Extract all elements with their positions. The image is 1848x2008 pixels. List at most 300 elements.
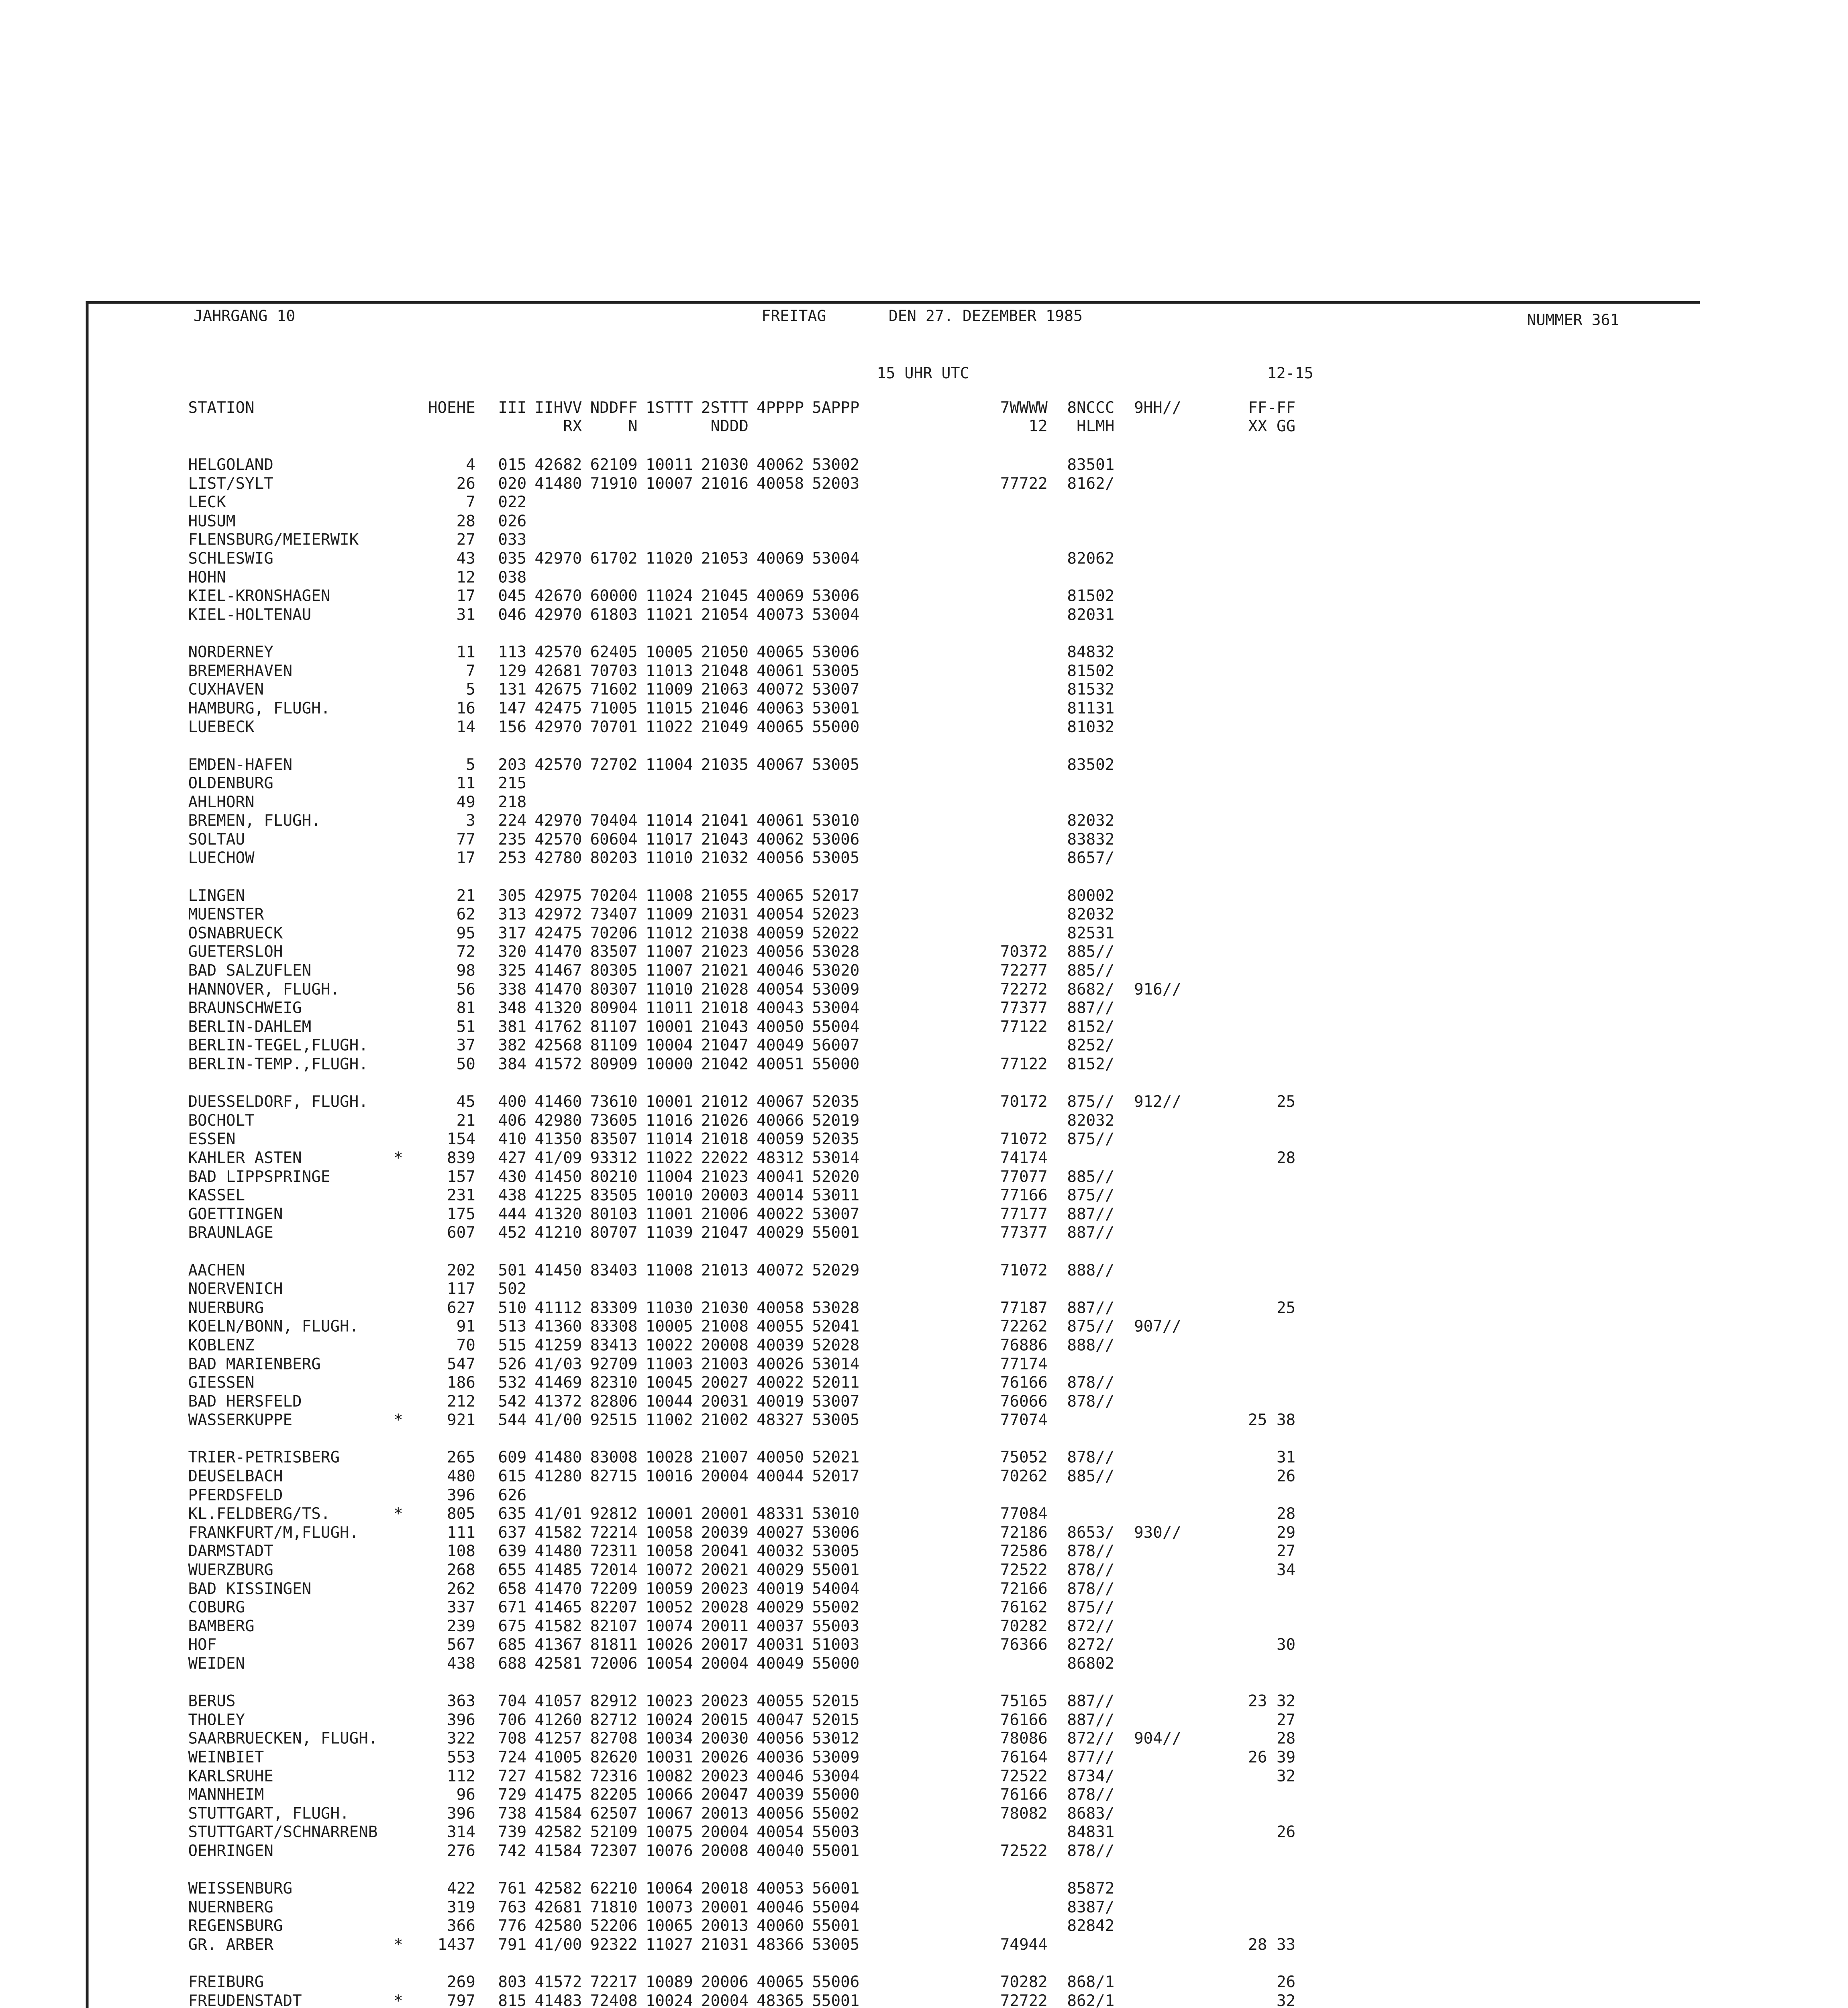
station-name: SAARBRUECKEN, FLUGH. — [188, 1729, 378, 1748]
station-name: KARLSRUHE — [188, 1767, 273, 1785]
cell: 878// — [1067, 1579, 1115, 1598]
cell: 10065 — [645, 1916, 693, 1935]
cell: 10005 — [645, 1317, 693, 1336]
cell: 907// — [1134, 1317, 1181, 1336]
cell: 55000 — [812, 1654, 860, 1673]
cell — [749, 793, 804, 812]
cell: 658 — [498, 1579, 527, 1598]
cell: 21 — [456, 1111, 475, 1130]
table-row — [188, 1598, 1295, 1617]
table-row — [188, 905, 1295, 924]
column-header-5: N — [628, 417, 638, 435]
cell: 53001 — [812, 699, 860, 718]
cell: 53005 — [812, 661, 860, 680]
cell: 40049 — [757, 1036, 804, 1055]
cell: 52206 — [590, 1916, 638, 1935]
cell: 78082 — [1000, 1804, 1048, 1823]
cell: 40054 — [757, 1823, 804, 1841]
cell: 55002 — [812, 1598, 860, 1617]
column-header-row-1 — [188, 399, 1295, 418]
cell: 73407 — [590, 905, 638, 924]
cell — [1114, 1692, 1181, 1711]
cell: 42682 — [534, 455, 582, 474]
cell: 96 — [456, 1786, 475, 1804]
cell: 885// — [1067, 1467, 1115, 1486]
cell: 92322 — [590, 1935, 638, 1954]
table-row — [188, 1579, 1295, 1598]
cell: 83008 — [590, 1448, 638, 1467]
cell — [582, 493, 637, 512]
cell: 70 — [456, 1336, 475, 1355]
cell: 40046 — [757, 1898, 804, 1916]
cell: 50 — [456, 1055, 475, 1073]
cell: 70282 — [1000, 1617, 1048, 1635]
column-header-4: RX — [563, 417, 582, 435]
station-name: BAD MARIENBERG — [188, 1355, 321, 1373]
cell: 72522 — [1000, 1767, 1048, 1785]
cell — [804, 1280, 859, 1299]
station-name: LINGEN — [188, 886, 245, 905]
table-row — [188, 1037, 1295, 1055]
cell: 41582 — [534, 1523, 582, 1542]
cell: 82806 — [590, 1392, 638, 1411]
cell: 10074 — [645, 1617, 693, 1635]
table-row — [188, 1917, 1295, 1936]
cell: 42582 — [534, 1879, 582, 1898]
cell: 11021 — [645, 605, 693, 624]
cell: 887// — [1067, 1205, 1115, 1223]
cell: 885// — [1067, 961, 1115, 980]
cell: 42475 — [534, 924, 582, 942]
cell: 40032 — [757, 1542, 804, 1561]
cell: 815 — [498, 1992, 527, 2008]
cell: 875// — [1067, 1317, 1115, 1336]
station-name: NORDERNEY — [188, 643, 273, 661]
cell: 42780 — [534, 849, 582, 867]
cell — [1114, 1598, 1181, 1617]
cell: 40065 — [757, 886, 804, 905]
cell: 10058 — [645, 1542, 693, 1561]
station-name: SOLTAU — [188, 830, 245, 849]
cell: 55001 — [812, 1561, 860, 1579]
cell: 71005 — [590, 699, 638, 718]
cell: 10005 — [645, 643, 693, 661]
cell — [1181, 755, 1295, 774]
cell: 86802 — [1067, 1654, 1115, 1673]
cell: 53028 — [812, 943, 860, 961]
cell: 20023 — [701, 1579, 749, 1598]
cell: 8653/ — [1067, 1523, 1115, 1542]
column-header-10: 12 — [1028, 417, 1048, 435]
cell: 53005 — [812, 755, 860, 774]
cell: 11002 — [645, 1411, 693, 1429]
cell: 53028 — [812, 1298, 860, 1317]
cell — [1181, 1655, 1295, 1673]
station-name: MUENSTER — [188, 905, 264, 924]
cell — [638, 793, 693, 812]
cell: 21030 — [701, 1298, 749, 1317]
cell: 41057 — [534, 1692, 582, 1710]
cell: 878// — [1067, 1561, 1115, 1579]
cell — [859, 718, 1047, 737]
table-row — [188, 943, 1295, 962]
cell — [859, 606, 1047, 624]
cell: 10011 — [645, 455, 693, 474]
station-name: BOCHOLT — [188, 1111, 255, 1130]
cell: 022 — [498, 493, 527, 512]
cell: 55001 — [812, 1224, 860, 1242]
cell: 40060 — [757, 1916, 804, 1935]
table-row — [188, 1505, 1295, 1524]
cell: 276 — [447, 1842, 475, 1860]
cell — [1114, 1373, 1181, 1392]
cell: 80307 — [590, 980, 638, 998]
cell: 53009 — [812, 980, 860, 998]
cell: 41467 — [534, 961, 582, 980]
cell — [1114, 1280, 1181, 1299]
cell: 10059 — [645, 1579, 693, 1598]
cell: 72262 — [1000, 1317, 1048, 1336]
cell: 42581 — [534, 1654, 582, 1673]
station-name: BRAUNLAGE — [188, 1224, 273, 1242]
cell — [1181, 568, 1295, 587]
cell — [693, 568, 749, 587]
cell: 10007 — [645, 474, 693, 493]
cell — [1181, 1917, 1295, 1936]
cell: 95 — [456, 924, 475, 942]
cell: 862/1 — [1067, 1992, 1115, 2008]
cell: 62405 — [590, 643, 638, 661]
cell: 035 — [498, 549, 527, 568]
cell: 55002 — [812, 1804, 860, 1823]
cell: 553 — [447, 1748, 475, 1767]
cell: 655 — [498, 1561, 527, 1579]
cell — [582, 531, 637, 549]
cell — [1048, 568, 1115, 587]
cell: 41350 — [534, 1130, 582, 1149]
cell: 11015 — [645, 699, 693, 718]
cell — [804, 1486, 859, 1505]
station-name: LIST/SYLT — [188, 474, 273, 493]
cell: 80707 — [590, 1224, 638, 1242]
cell: 7 — [466, 493, 475, 512]
cell: 55000 — [812, 718, 860, 736]
cell: 30 — [1276, 1636, 1296, 1654]
cell — [1181, 980, 1295, 999]
table-row — [188, 643, 1295, 662]
cell: 37 — [456, 1036, 475, 1055]
cell — [582, 774, 637, 793]
cell — [859, 793, 1047, 812]
cell — [1114, 1748, 1181, 1767]
cell: 1437 — [437, 1935, 475, 1954]
cell: 31 — [456, 605, 475, 624]
cell: 78086 — [1000, 1729, 1048, 1748]
cell: 20031 — [701, 1392, 749, 1411]
cell: 75165 — [1000, 1692, 1048, 1710]
cell: 930// — [1134, 1523, 1181, 1542]
cell: 10023 — [645, 1692, 693, 1710]
cell: 40029 — [757, 1598, 804, 1617]
column-header-7: NDDD — [710, 417, 749, 435]
cell: 8252/ — [1067, 1036, 1115, 1055]
cell: 60604 — [590, 830, 638, 849]
cell: 55001 — [812, 1916, 860, 1935]
cell: 52011 — [812, 1373, 860, 1392]
cell — [804, 531, 859, 549]
cell — [1181, 1373, 1295, 1392]
cell: 72006 — [590, 1654, 638, 1673]
cell — [1114, 1392, 1181, 1411]
cell: 8657/ — [1067, 849, 1115, 867]
station-name: HAMBURG, FLUGH. — [188, 699, 330, 718]
table-row — [188, 793, 1295, 812]
cell: 40056 — [757, 849, 804, 867]
cell: 11009 — [645, 680, 693, 699]
cell: 317 — [498, 924, 527, 942]
table-row — [188, 1936, 1295, 1955]
cell — [1114, 1561, 1181, 1580]
station-name: TRIER-PETRISBERG — [188, 1448, 340, 1467]
station-name: GUETERSLOH — [188, 943, 283, 961]
cell: 40046 — [757, 961, 804, 980]
cell — [1114, 512, 1181, 531]
cell: 77722 — [1000, 474, 1048, 493]
cell: 21018 — [701, 1130, 749, 1149]
cell: 015 — [498, 455, 527, 474]
cell: 40050 — [757, 1448, 804, 1467]
cell: 40053 — [757, 1879, 804, 1898]
cell — [582, 568, 637, 587]
cell: 72272 — [1000, 980, 1048, 998]
cell: 313 — [498, 905, 527, 924]
cell — [1181, 662, 1295, 681]
cell: 10026 — [645, 1636, 693, 1654]
station-name: GR. ARBER — [188, 1935, 273, 1954]
cell: 42580 — [534, 1916, 582, 1935]
cell: 40056 — [757, 1804, 804, 1823]
cell — [638, 531, 693, 549]
cell: 41469 — [534, 1373, 582, 1392]
cell: 48327 — [757, 1411, 804, 1429]
cell: 25 — [1276, 1092, 1296, 1111]
cell: 52035 — [812, 1130, 860, 1149]
cell — [526, 793, 582, 812]
cell — [1114, 812, 1181, 831]
cell — [638, 568, 693, 587]
cell: 888// — [1067, 1261, 1115, 1279]
cell: 82032 — [1067, 812, 1115, 830]
mountain-station-marker: * — [394, 1504, 403, 1523]
cell: 42970 — [534, 549, 582, 568]
cell: 74944 — [1000, 1935, 1048, 1954]
cell: 26 — [1276, 1973, 1296, 1991]
cell: 72014 — [590, 1561, 638, 1579]
cell: 72522 — [1000, 1561, 1048, 1579]
cell — [1114, 1149, 1181, 1168]
cell: 71072 — [1000, 1261, 1048, 1279]
cell — [1114, 905, 1181, 924]
cell — [1181, 643, 1295, 662]
cell: 53007 — [812, 680, 860, 699]
cell: 627 — [447, 1298, 475, 1317]
cell: 82032 — [1067, 905, 1115, 924]
cell: 305 — [498, 886, 527, 905]
cell: 40040 — [757, 1842, 804, 1860]
station-name: SCHLESWIG — [188, 549, 273, 568]
cell — [1114, 887, 1181, 906]
cell: 62507 — [590, 1804, 638, 1823]
cell: 510 — [498, 1298, 527, 1317]
cell: 11 — [456, 774, 475, 792]
station-name: KOBLENZ — [188, 1336, 255, 1355]
cell: 40022 — [757, 1205, 804, 1223]
cell: 10066 — [645, 1786, 693, 1804]
cell — [1114, 1879, 1181, 1898]
cell: 704 — [498, 1692, 527, 1710]
cell: 11008 — [645, 1261, 693, 1279]
cell: 83403 — [590, 1261, 638, 1279]
cell — [526, 531, 582, 549]
cell: 28 — [456, 512, 475, 530]
table-row — [188, 549, 1295, 568]
table-spacer — [188, 737, 1295, 755]
cell — [526, 774, 582, 793]
column-header-13: XX GG — [1248, 417, 1296, 435]
cell: 916// — [1134, 980, 1181, 998]
cell — [1181, 699, 1295, 718]
cell: 80203 — [590, 849, 638, 867]
cell: 3 — [466, 812, 475, 830]
cell: 797 — [447, 1992, 475, 2008]
cell: 41372 — [534, 1392, 582, 1411]
cell: 26 — [456, 474, 475, 493]
cell: 72722 — [1000, 1992, 1048, 2008]
cell — [804, 793, 859, 812]
cell — [1114, 1486, 1181, 1505]
cell — [693, 493, 749, 512]
cell: 40019 — [757, 1579, 804, 1598]
cell: 637 — [498, 1523, 527, 1542]
station-name: KAHLER ASTEN — [188, 1149, 302, 1167]
cell: 20004 — [701, 1467, 749, 1486]
cell — [1114, 1037, 1181, 1055]
cell: 74174 — [1000, 1149, 1048, 1167]
column-header-2: HOEHE — [428, 398, 475, 417]
cell: 348 — [498, 999, 527, 1017]
cell: 62210 — [590, 1879, 638, 1898]
cell: 53007 — [812, 1205, 860, 1223]
cell: 11004 — [645, 755, 693, 774]
cell: 21018 — [701, 999, 749, 1017]
cell: 40043 — [757, 999, 804, 1017]
cell: 21050 — [701, 643, 749, 661]
column-header-1: STATION — [188, 398, 255, 417]
cell — [1181, 774, 1295, 793]
cell: 82531 — [1067, 924, 1115, 942]
cell: 10001 — [645, 1092, 693, 1111]
cell: 75052 — [1000, 1448, 1048, 1467]
cell: 83501 — [1067, 455, 1115, 474]
cell: 868/1 — [1067, 1973, 1115, 1991]
cell: 83502 — [1067, 755, 1115, 774]
cell: 322 — [447, 1729, 475, 1748]
cell: 83507 — [590, 1130, 638, 1149]
cell: 77377 — [1000, 999, 1048, 1017]
column-header-4: IIHVV — [534, 398, 582, 417]
cell — [1114, 1711, 1181, 1730]
cell: 84831 — [1067, 1823, 1115, 1841]
cell — [1114, 1130, 1181, 1149]
cell: 40049 — [757, 1654, 804, 1673]
cell: 41/01 — [534, 1504, 582, 1523]
cell: 42570 — [534, 643, 582, 661]
cell: 41480 — [534, 1448, 582, 1467]
mountain-station-marker: * — [394, 1935, 403, 1954]
cell: 42475 — [534, 699, 582, 718]
cell: 52022 — [812, 924, 860, 942]
cell — [638, 774, 693, 793]
cell: 422 — [447, 1879, 475, 1898]
table-row — [188, 606, 1295, 624]
cell: 761 — [498, 1879, 527, 1898]
table-row — [188, 1280, 1295, 1299]
cell: 40065 — [757, 643, 804, 661]
cell: 40044 — [757, 1467, 804, 1486]
cell: 156 — [498, 718, 527, 736]
cell: 40058 — [757, 1298, 804, 1317]
cell — [1181, 718, 1295, 737]
column-header-8: 4PPPP — [757, 398, 804, 417]
station-name: BREMEN, FLUGH. — [188, 812, 321, 830]
cell: 11030 — [645, 1298, 693, 1317]
cell — [1114, 531, 1181, 549]
cell: 20013 — [701, 1916, 749, 1935]
cell — [1114, 1917, 1181, 1936]
station-name: COBURG — [188, 1598, 245, 1617]
cell: 42970 — [534, 718, 582, 736]
cell: 40067 — [757, 1092, 804, 1111]
cell: 738 — [498, 1804, 527, 1823]
table-row — [188, 774, 1295, 793]
cell: 8387/ — [1067, 1898, 1115, 1916]
cell: 904// — [1134, 1729, 1181, 1748]
cell: 21035 — [701, 755, 749, 774]
table-row — [188, 1093, 1295, 1112]
cell: 32 — [1276, 1992, 1296, 2008]
station-name: KIEL-KRONSHAGEN — [188, 587, 330, 605]
cell: 41367 — [534, 1636, 582, 1654]
cell: 11011 — [645, 999, 693, 1017]
cell: 21016 — [701, 474, 749, 493]
cell: 41259 — [534, 1336, 582, 1355]
cell: 11001 — [645, 1205, 693, 1223]
cell: 045 — [498, 587, 527, 605]
cell — [1114, 549, 1181, 568]
cell — [1048, 793, 1115, 812]
cell: 41005 — [534, 1748, 582, 1767]
cell — [1114, 774, 1181, 793]
table-row — [188, 999, 1295, 1018]
column-header-11: 8NCCC — [1067, 398, 1115, 417]
cell: 21012 — [701, 1092, 749, 1111]
cell: 98 — [456, 961, 475, 980]
cell: 53007 — [812, 1392, 860, 1411]
cell: 20039 — [701, 1523, 749, 1542]
cell: 10067 — [645, 1804, 693, 1823]
table-spacer — [188, 1074, 1295, 1093]
cell: 10016 — [645, 1467, 693, 1486]
